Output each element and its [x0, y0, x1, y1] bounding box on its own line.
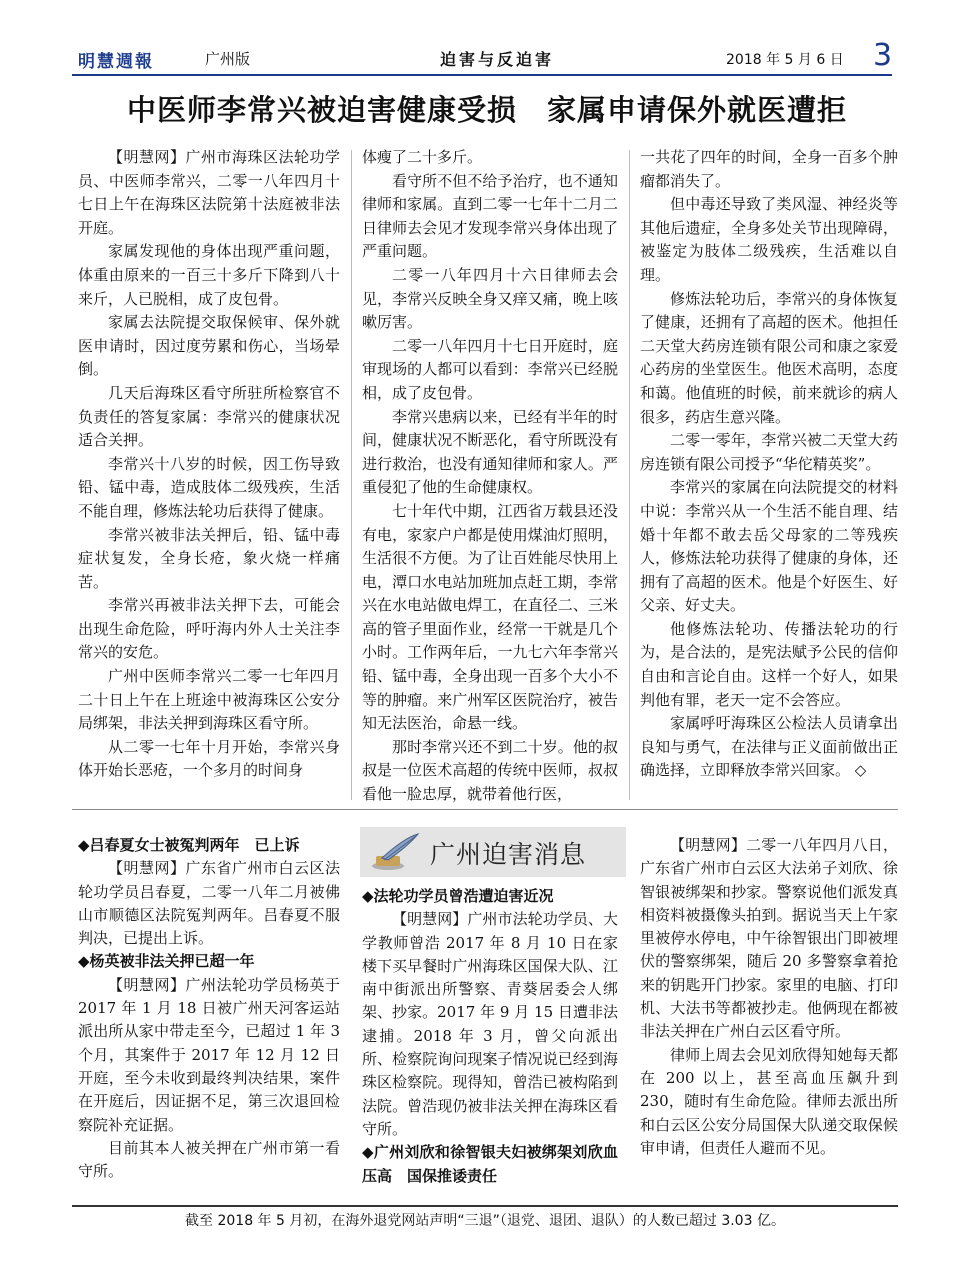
article-column-1: [78, 146, 340, 783]
article-paragraph: 家属呼吁海珠区公检法人员请拿出良知与勇气，在法律与正义面前做出正确选择，立即释放李常兴回家。 ◇: [640, 714, 898, 780]
page-number: 3: [873, 38, 893, 73]
section-divider: [72, 809, 898, 810]
article-paragraph: 目前其本人被关押在广州市第一看守所。: [78, 1138, 340, 1181]
footer-divider: [72, 1205, 898, 1207]
news-item-heading: ◆吕春夏女士被冤判两年 已上诉: [78, 836, 300, 854]
article-paragraph: 李常兴再被非法关押下去，可能会出现生命危险，呼吁海内外人士关注李常兴的安危。: [78, 596, 340, 662]
footer-notice: 截至 2018 年 5 月初，在海外退党网站声明“三退”（退党、退团、退队）的人数已超过 3.03 亿。: [185, 1213, 785, 1229]
issue-date: 2018 年 5 月 6 日: [726, 52, 844, 68]
article-paragraph: 他修炼法轮功、传播法轮功的行为，是合法的，是宪法赋予公民的信仰自由和言论自由。这样一个好人，如果判他有罪，老天一定不会答应。: [640, 619, 898, 709]
article-paragraph: 二零一八年四月十六日律师去会见，李常兴反映全身又痒又痛，晚上咳嗽厉害。: [362, 265, 618, 332]
article-paragraph: 二零一零年，李常兴被二天堂大药房连锁有限公司授予“华佗精英奖”。: [640, 431, 898, 473]
article-paragraph: 李常兴十八岁的时候，因工伤导致铅、锰中毒，造成肢体二级残疾，生活不能自理，修炼法轮功后获得了健康。: [78, 454, 340, 520]
article-paragraph: 广州中医师李常兴二零一七年四月二十日上午在上班途中被海珠区公安分局绑架，非法关押到海珠区看守所。: [78, 667, 340, 733]
article-paragraph: 【明慧网】二零一八年四月八日，广东省广州市白云区大法弟子刘欣、徐智银被绑架和抄家。警察说他们派发真相资料被摄像头拍到。据说当天上午家里被停水停电，中午徐智银出门即被埋伏的警察绑架，随后 20 多警察拿着抢来的钥匙开门抄家。家里的电脑、打印机、大法书等都被抄走。他俩现在都被非法关押在广州白云区看守所。: [640, 836, 898, 1041]
article-paragraph: 律师上周去会见刘欣得知她每天都在 200 以上，甚至高血压飙升到 230，随时有生命危险。律师去派出所和白云区公安分局国保大队递交取保候审申请，但责任人避而不见。: [640, 1045, 898, 1157]
news-column-3: [640, 834, 898, 1160]
article-paragraph: 体瘦了二十多斤。: [362, 148, 483, 166]
news-item-heading: ◆法轮功学员曾浩遭迫害近况: [362, 887, 554, 905]
article-paragraph: 李常兴患病以来，已经有半年的时间，健康状况不断恶化，看守所既没有进行救治，也没有通知律师和家人。严重侵犯了他的生命健康权。: [362, 407, 618, 497]
section-title: 迫害与反迫害: [440, 50, 555, 69]
article-paragraph: 李常兴的家属在向法院提交的材料中说：李常兴从一个生活不能自理、结婚十年都不敢去岳父母家的二等残疾人，修炼法轮功获得了健康的身体，还拥有了高超的医术。他是个好医生、好父亲、好丈夫。: [640, 478, 898, 615]
news-item-heading: ◆广州刘欣和徐智银夫妇被绑架刘欣血压高 国保推诿责任: [362, 1143, 618, 1185]
header-divider: [72, 74, 892, 76]
news-column-1: [78, 834, 340, 1183]
article-paragraph: 几天后海珠区看守所驻所检察官不负责任的答复家属：李常兴的健康状况适合关押。: [78, 383, 340, 450]
masthead: 明慧週報: [78, 52, 154, 72]
article-column-2: [362, 146, 618, 807]
article-paragraph: 家属去法院提交取保候审、保外就医申请时，因过度劳累和伤心，当场晕倒。: [78, 313, 340, 379]
article-paragraph: 那时李常兴还不到二十岁。他的叔叔是一位医术高超的传统中医师，叔叔看他一脸忠厚，就带着他行医，: [362, 737, 618, 804]
news-column-2: [362, 885, 618, 1188]
article-paragraph: 从二零一七年十月开始，李常兴身体开始长恶疮，一个多月的时间身: [78, 737, 340, 780]
article-paragraph: 看守所不但不给予治疗，也不通知律师和家属。直到二零一七年十二月二日律师去会见才发现李常兴身体出现了严重问题。: [362, 171, 618, 261]
article-paragraph: 【明慧网】广东省广州市白云区法轮功学员吕春夏，二零一八年二月被佛山市顺德区法院冤判两年。吕春夏不服判决，已提出上诉。: [78, 859, 340, 948]
news-item-heading: ◆杨英被非法关押已超一年: [78, 952, 255, 971]
article-paragraph: 一共花了四年的时间，全身一百多个肿瘤都消失了。: [640, 148, 898, 190]
article-paragraph: 但中毒还导致了类风湿、神经炎等其他后遗症，全身多处关节出现障碍，被鉴定为肢体二级残疾，生活难以自理。: [640, 195, 898, 284]
article-paragraph: 【明慧网】广州市法轮功学员、大学教师曾浩 2017 年 8 月 10 日在家楼下买早餐时广州海珠区国保大队、江南中街派出所警察、青葵居委会人绑架、抄家。2017 年 9 月 15 日遭非法逮捕。2018 年 3 月，曾父向派出所、检察院询问现案子情况说已经到海珠区检察院。现得知，曾浩已被构陷到法院。曾浩现仍被非法关押在海珠区看守所。: [362, 910, 618, 1138]
article-paragraph: 【明慧网】广州市海珠区法轮功学员、中医师李常兴，二零一八年四月十七日上午在海珠区法院第十法庭被非法开庭。: [78, 148, 340, 237]
article-column-3: [640, 146, 898, 783]
news-banner-title: 广州迫害消息: [430, 840, 587, 869]
column-divider: [351, 150, 352, 800]
column-divider: [629, 150, 630, 800]
edition-label: 广州版: [205, 50, 251, 68]
article-paragraph: 李常兴被非法关押后，铅、锰中毒症状复发，全身长疮，象火烧一样痛苦。: [78, 525, 340, 591]
article-paragraph: 二零一八年四月十七日开庭时，庭审现场的人都可以看到：李常兴已经脱相，成了皮包骨。: [362, 336, 618, 402]
article-headline: 中医师李常兴被迫害健康受损 家属申请保外就医遭拒: [126, 93, 847, 127]
article-paragraph: 家属发现他的身体出现严重问题，体重由原来的一百三十多斤下降到八十来斤，人已脱相，成了皮包骨。: [78, 242, 340, 308]
article-paragraph: 修炼法轮功后，李常兴的身体恢复了健康，还拥有了高超的医术。他担任二天堂大药房连锁有限公司和康之家爱心药房的坐堂医生。他医术高明，态度和蔼。他值班的时候，前来就诊的病人很多，药店生意兴隆。: [640, 289, 898, 426]
article-paragraph: 【明慧网】广州法轮功学员杨英于 2017 年 1 月 18 日被广州天河客运站派出所从家中带走至今，已超过 1 年 3 个月，其案件于 2017 年 12 月 12 日开庭，至今未收到最终判决结果，案件在开庭后，因证据不足，第三次退回检察院补充证据。: [78, 975, 340, 1134]
article-paragraph: 七十年代中期，江西省万载县还没有电，家家户户都是使用煤油灯照明，生活很不方便。为了让百姓能尽快用上电，潭口水电站加班加点赶工期，李常兴在水电站做电焊工，在直径二、三米高的管子里面作业，经常一干就是几个小时。工作两年后，一九七六年李常兴铅、锰中毒，全身出现一百多个大小不等的肿瘤。来广州军区医院治疗，被告知无法医治，命悬一线。: [362, 501, 618, 733]
quill-inkpot-icon: [368, 832, 420, 872]
